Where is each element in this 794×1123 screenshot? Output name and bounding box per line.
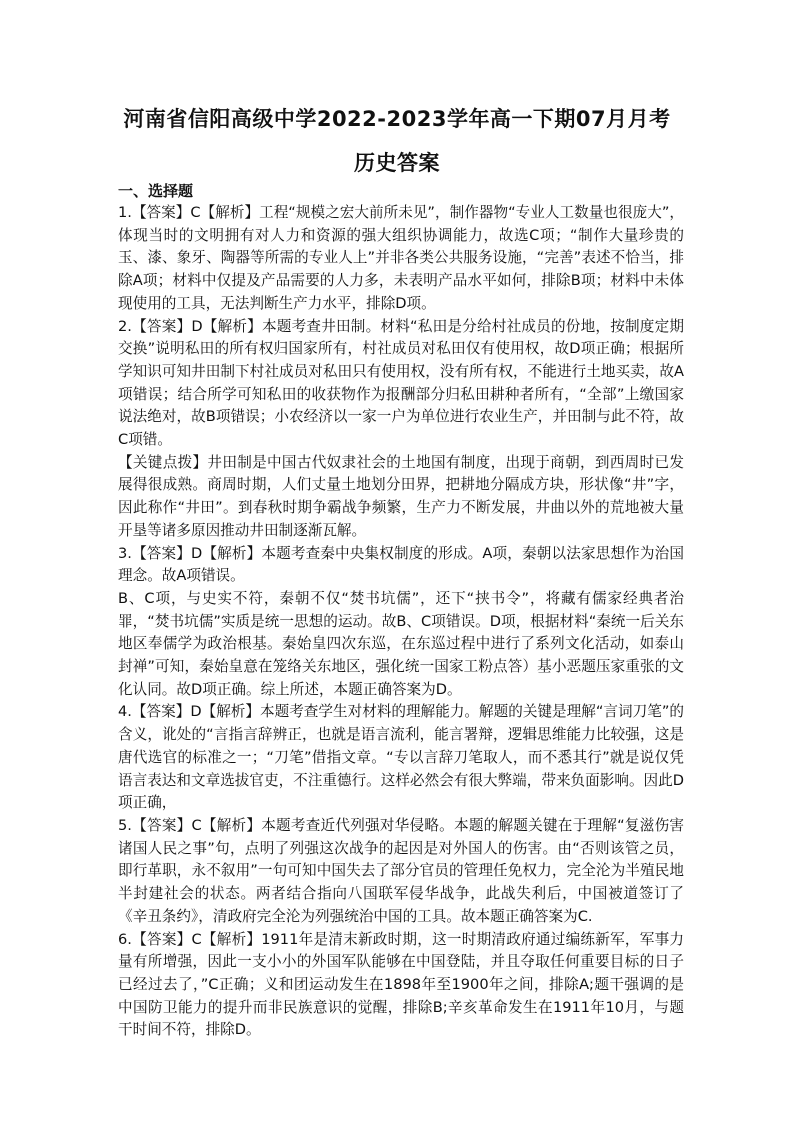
answer-2: 2.【答案】D【解析】本题考查井田制。材料“私田是分给村社成员的份地，按制度定期交换”说明私田的所有权归国家所有，村社成员对私田仅有使用权，故D项正确；根据所学知识可知井田制下村社成员对私田只有使用权，没有所有权，不能进行土地买卖，故A项错误；结合所学可知私田的收获物作为报酬部分归私田耕种者所有，“全部”上缴国家说法绝对，故B项错误；小农经济以一家一户为单位进行农业生产，并田制与此不符，故C项错。 [118, 317, 684, 449]
answer-3: 3.【答案】D【解析】本题考查秦中央集权制度的形成。A项，秦朝以法家思想作为治国理念。故A项错误。 [118, 544, 684, 585]
page-subtitle: 历史答案 [354, 151, 440, 175]
answer-5: 5.【答案】C【解析】本题考查近代列强对华侵略。本题的解题关键在于理解“复滋伤害诸国人民之事”句，点明了列强这次战争的起因是对外国人的伤害。由“否则该管之员，即行革职，永不叙用”一句可知中国失去了部分官员的管理任免权力，完全沦为半殖民地半封建社会的状态。两者结合指向八国联军侵华战争，此战失利后，中国被道签订了《辛丑条约》，清政府完全沦为列强统治中国的工具。故本题正确答案为C. [118, 816, 684, 925]
section-heading: 一、选择题 [118, 182, 194, 200]
answer-3-continued: B、C项，与史实不符，秦朝不仅“焚书坑儒”，还下“挟书令”，将藏有儒家经典者治罪，“焚书坑儒”实质是统一思想的运动。故B、C项错误。D项，根据材料“秦统一后关东地区奉儒学为政治根基。秦始皇四次东巡，在东巡过程中进行了系列文化活动，如泰山封禅”可知，秦始皇意在笼络关东地区，强化统一国家工粉点答）基小恶题压家重张的文化认同。故D项正确。综上所述，本题正确答案为D。 [118, 589, 684, 698]
answer-1: 1.【答案】C【解析】工程“规模之宏大前所未见”，制作器物“专业人工数量也很庞大”，体现当时的文明拥有对人力和资源的强大组织协调能力，故选C项；“制作大量珍贵的玉、漆、象牙、陶器等所需的专业人上”并非各类公共服务设施，“完善”表述不恰当，排除A项；材料中仅提及产品需要的人力多，未表明产品水平如何，排除B项；材料中未体现使用的工具，无法判断生产力水平，排除D项。 [118, 204, 684, 312]
answer-4: 4.【答案】D【解析】本题考查学生对材料的理解能力。解题的关键是理解“言词刀笔”的含义，讹处的“言指言辞辨正，也就是语言流利，能言署辩，逻辑思维能力比较强，这是唐代选官的标准之一；“刀笔”借指文章。“专以言辞刀笔取人，而不悉其行”就是说仅凭语言表达和文章选拔官吏，不注重德行。这样必然会有很大弊端，带来负面影响。因此D项正确， [118, 703, 684, 812]
key-point-note: 【关键点拨】井田制是中国古代奴隶社会的土地国有制度，出现于商朝，到西周时已发展得很成熟。商周时期，人们丈量土地划分田界，把耕地分隔成方块，形状像“井”字，因此称作“井田”。到春秋时期争霸战争频繁，生产力不断发展，井曲以外的荒地被大量开垦等诸多原因推动井田制逐渐瓦解。 [118, 453, 684, 539]
answer-body [118, 202, 684, 1042]
page-title: 河南省信阳高级中学2022-2023学年高一下期07月月考 [123, 107, 671, 131]
answer-6: 6.【答案】C【解析】1911年是清末新政时期，这一时期清政府通过编练新军，军事力量有所增强，因此一支小小的外国军队能够在中国登陆，并且夺取任何重要目标的日子已经过去了，”C正确；义和团运动发生在1898年至1900年之间，排除A;题干强调的是中国防卫能力的提升而非民族意识的觉醒，排除B;辛亥革命发生在1911年10月，与题干时间不符，排除D。 [118, 930, 684, 1039]
